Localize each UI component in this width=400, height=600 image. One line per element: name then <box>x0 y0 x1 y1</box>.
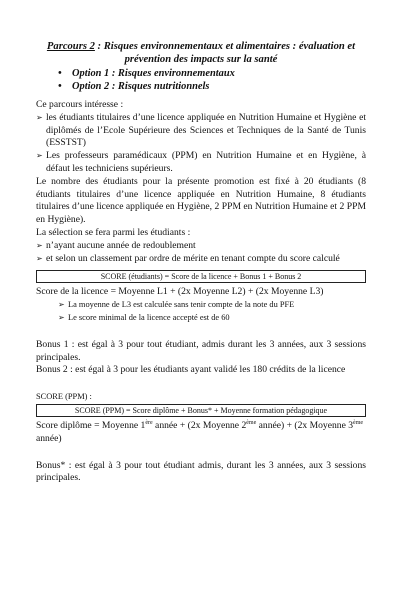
audience-item-2: ➢ Les professeurs paramédicaux (PPM) en Nutrition Humaine et en Hygiène, à défaut les techniciens supérieurs. <box>36 150 366 176</box>
sup-2: ème <box>246 419 257 426</box>
option-1: • Option 1 : Risques environnementaux <box>58 67 366 80</box>
licence-note-1: ➢ La moyenne de L3 est calculée sans tenir compte de la note du PFE <box>58 299 366 312</box>
parcours-label: Parcours 2 <box>46 41 95 52</box>
options-list <box>58 67 366 93</box>
bonus-2-text: Bonus 2 : est égal à 3 pour les étudiants ayant validé les 180 crédits de la licence <box>36 364 346 376</box>
score-diplome-part-a: Score diplôme = Moyenne 1 <box>36 419 146 431</box>
licence-note-2: ➢ Le score minimal de la licence accepté est de 60 <box>58 312 366 325</box>
sup-3: ème <box>353 419 364 426</box>
bonus-1-text: Bonus 1 : est égal à 3 pour tout étudiant, admis durant les 3 années, aux 3 sessions principales. <box>36 338 366 363</box>
document-page <box>36 40 366 485</box>
score-diplome-part-b: année + (2x Moyenne 2 <box>152 419 247 431</box>
selection-item-1: ➢ n’ayant aucune année de redoublement <box>36 240 366 253</box>
score-diplome-part-c: année) + (2x Moyenne 3 <box>256 419 354 431</box>
section-title <box>36 40 366 66</box>
score-etudiants-box: SCORE (étudiants) = Score de la licence + Bonus 1 + Bonus 2 <box>36 270 366 283</box>
selection-intro: La sélection se fera parmi les étudiants : <box>36 226 191 238</box>
score-licence-formula: Score de la licence = Moyenne L1 + (2x Moyenne L2) + (2x Moyenne L3) <box>36 286 324 298</box>
intro-text: Ce parcours intéresse : <box>36 99 124 110</box>
nombre-paragraph: Le nombre des étudiants pour la présente promotion est fixé à 20 étudiants (8 étudiants titulaires d’une licence appliquée en Nutrition Humaine, 8 étudiants titulaires d’une licence appliquée en Hygiène, 2 PPM en Nutrition Humaine et 2 PPM en Hygiène). <box>36 175 366 226</box>
score-diplome-formula <box>36 420 366 446</box>
option-2: • Option 2 : Risques nutritionnels <box>58 80 366 93</box>
score-ppm-label: SCORE (PPM) : <box>36 392 92 402</box>
score-diplome-part-d: année) <box>36 432 62 444</box>
sup-1: ère <box>145 419 153 426</box>
title-text: : Risques environnementaux et alimentaires : évaluation et prévention des impacts sur la santé <box>94 41 356 65</box>
selection-item-2: ➢ et selon un classement par ordre de mérite en tenant compte du score calculé <box>36 253 366 266</box>
audience-item-1: ➢ les étudiants titulaires d’une licence appliquée en Nutrition Humaine et Hygiène et diplômés de l’Ecole Supérieure des Sciences et Techniques de la Santé de Tunis (ESSTST) <box>36 112 366 150</box>
score-ppm-box: SCORE (PPM) = Score diplôme + Bonus* + Moyenne formation pédagogique <box>36 404 366 417</box>
bonus-star-text: Bonus* : est égal à 3 pour tout étudiant admis, durant les 3 années, aux 3 sessions principales. <box>36 459 366 484</box>
